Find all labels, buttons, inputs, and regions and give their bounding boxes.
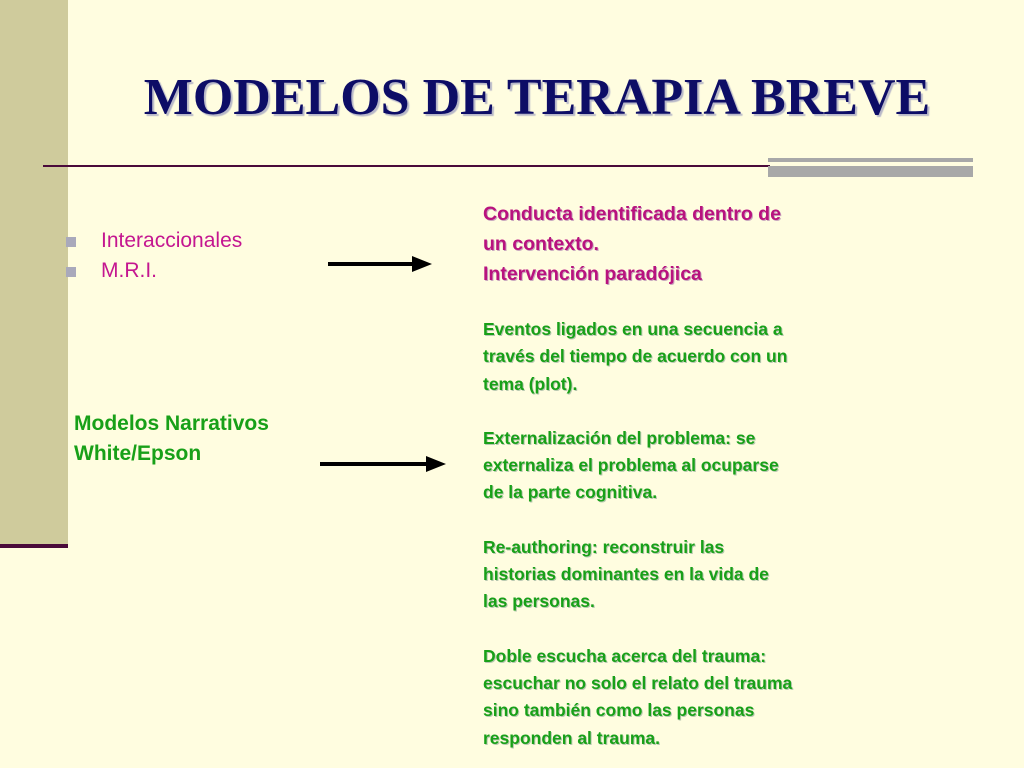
left-band-underline <box>0 544 68 548</box>
paragraph-line: Eventos ligados en una secuencia a <box>483 319 783 339</box>
paragraph-line: escuchar no solo el relato del trauma <box>483 672 793 693</box>
paragraph-line: externaliza el problema al ocuparse <box>483 455 779 476</box>
paragraph-line: tema (plot). <box>483 373 578 394</box>
slide-title: MODELOS DE TERAPIA BREVE <box>143 69 931 126</box>
narrative-paragraph-externalization <box>483 425 903 507</box>
bullet-item-mri <box>64 256 242 286</box>
paragraph-line: de la parte cognitiva. <box>483 482 658 503</box>
bullet-item-interaccionales <box>64 226 242 256</box>
square-bullet-icon <box>66 237 76 247</box>
paragraph-line: través del tiempo de acuerdo con un <box>483 346 788 367</box>
narrative-paragraph-double-listening <box>483 643 903 752</box>
narrative-models-heading <box>74 409 269 469</box>
bullet-label: Interaccionales <box>101 229 243 252</box>
mri-description <box>483 199 903 289</box>
mri-description-line: un contexto. <box>483 233 599 255</box>
gray-accent-bar-top <box>768 158 973 162</box>
paragraph-line: Re-authoring: reconstruir las <box>483 536 725 557</box>
paragraph-line: Doble escucha acerca del trauma: <box>483 645 767 666</box>
paragraph-line: Externalización del problema: se <box>483 427 756 448</box>
mri-description-line: Conducta identificada dentro de <box>483 203 781 225</box>
paragraph-line: historias dominantes en la vida de <box>483 564 769 585</box>
mri-description-line: Intervención paradójica <box>483 263 702 285</box>
square-bullet-icon <box>66 267 76 277</box>
paragraph-line: las personas. <box>483 591 595 612</box>
narrative-heading-line: White/Epson <box>74 442 202 465</box>
bullet-label: M.R.I. <box>101 259 157 282</box>
gray-accent-bar-bottom <box>768 166 973 177</box>
arrow-right-icon <box>318 453 448 475</box>
title-divider <box>43 165 770 167</box>
model-bullet-list <box>64 226 242 286</box>
narrative-paragraph-plot <box>483 316 903 398</box>
paragraph-line: responden al trauma. <box>483 727 660 748</box>
paragraph-line: sino también como las personas <box>483 700 755 721</box>
right-description-column <box>483 199 903 752</box>
narrative-heading-line: Modelos Narrativos <box>74 412 269 435</box>
narrative-paragraph-reauthoring <box>483 534 903 616</box>
arrow-right-icon <box>326 253 434 275</box>
